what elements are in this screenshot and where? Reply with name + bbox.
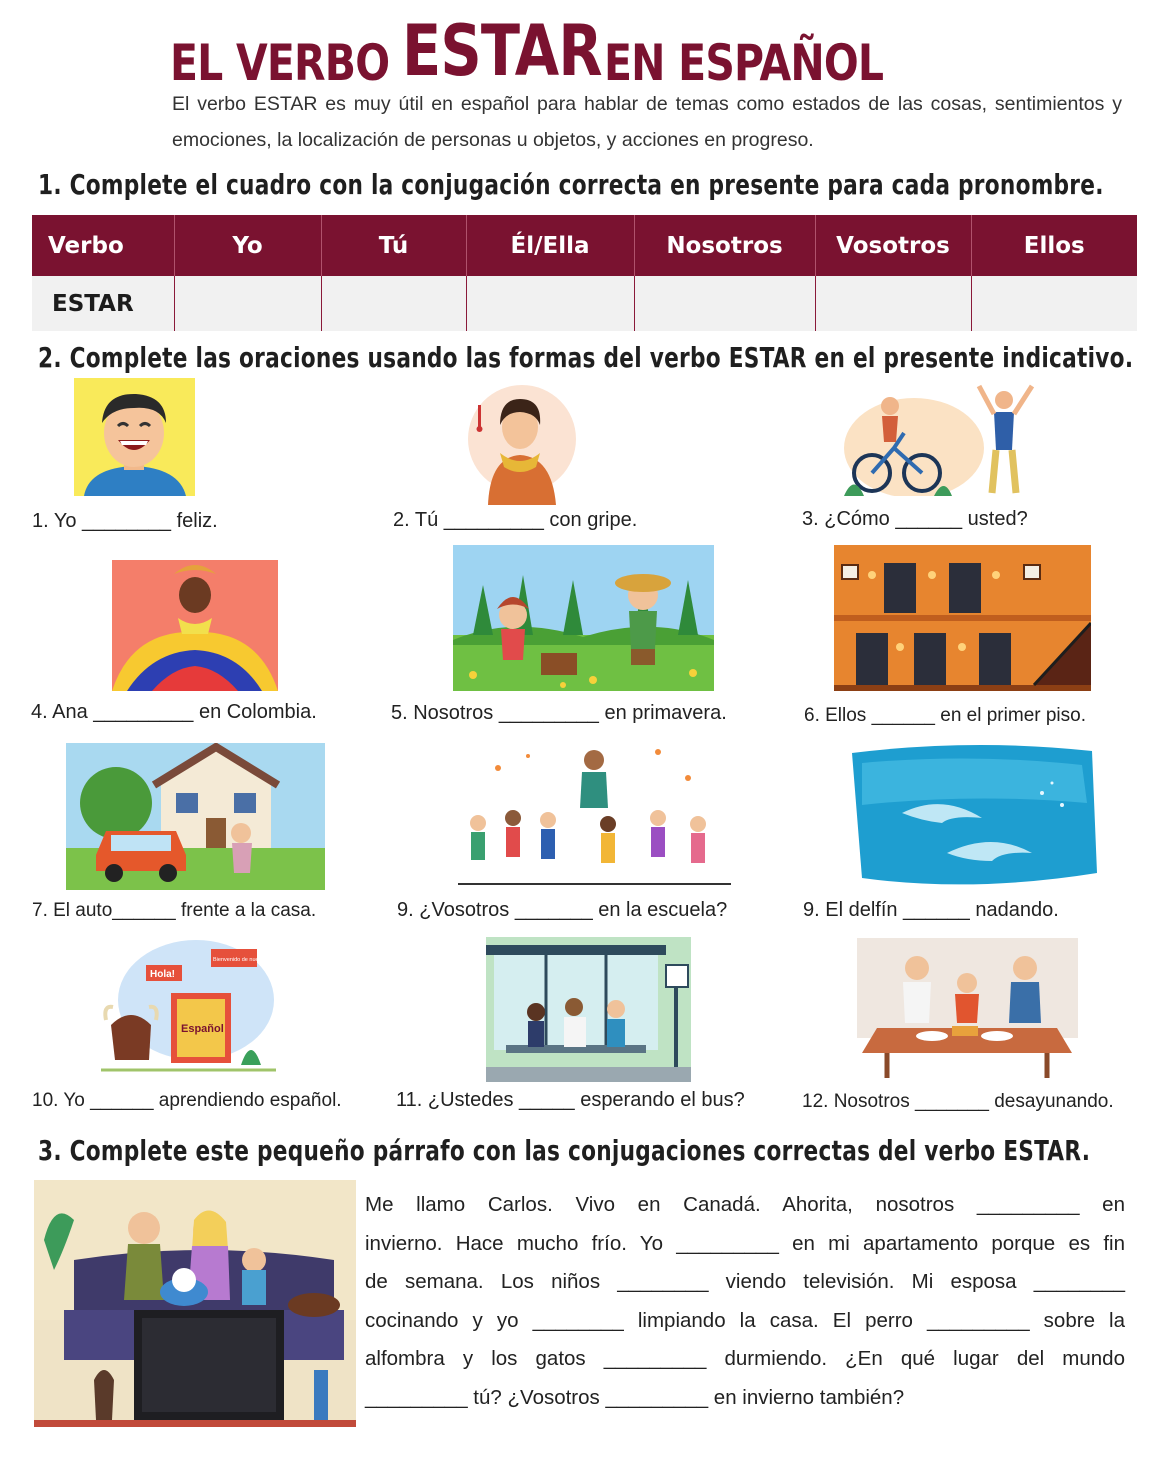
paragraph-line-1: Me llamo Carlos. Vivo en Canadá. Ahorita, nosotros _________ en bbox=[365, 1193, 1125, 1216]
paragraph-line-5: alfombra y los gatos _________ durmiendo. ¿En qué lugar del mundo bbox=[365, 1347, 1125, 1370]
kids-garden-illustration bbox=[453, 545, 714, 691]
spanish-learning-illustration bbox=[101, 935, 276, 1078]
family-breakfast-illustration bbox=[857, 938, 1078, 1078]
conjugation-table bbox=[32, 215, 1137, 331]
answer-cell-vosotros[interactable] bbox=[815, 276, 971, 331]
happy-man-illustration bbox=[74, 378, 195, 496]
header-nosotros: Nosotros bbox=[634, 215, 815, 276]
sentence-4: 4. Ana _________ en Colombia. bbox=[31, 701, 317, 723]
header-verbo: Verbo bbox=[32, 215, 174, 276]
sentence-10: 10. Yo ______ aprendiendo español. bbox=[32, 1090, 342, 1111]
section-2-heading: 2. Complete las oraciones usando las formas del verbo ESTAR en el presente indicativo. bbox=[38, 341, 1134, 374]
paragraph-line-3: de semana. Los niños ________ viendo televisión. Mi esposa ________ bbox=[365, 1270, 1125, 1293]
title-part-3: EN ESPAÑOL bbox=[604, 34, 884, 92]
hola-sign-text: Hola! bbox=[150, 969, 175, 980]
answer-cell-nosotros[interactable] bbox=[634, 276, 815, 331]
title-part-2: ESTAR bbox=[401, 10, 602, 92]
sentence-11: 11. ¿Ustedes _____ esperando el bus? bbox=[396, 1089, 745, 1111]
bienvenido-sign-text: Bienvenido de nuevo! bbox=[213, 957, 266, 963]
paragraph-line-6: _________ tú? ¿Vosotros _________ en invierno también? bbox=[365, 1385, 905, 1409]
answer-cell-ellos[interactable] bbox=[971, 276, 1137, 331]
header-tu: Tú bbox=[321, 215, 466, 276]
paragraph bbox=[365, 1186, 1125, 1417]
table-header-row bbox=[32, 215, 1137, 276]
sentence-9: 9. El delfín ______ nadando. bbox=[803, 899, 1059, 921]
kids-school-illustration bbox=[458, 738, 731, 887]
row-label-estar: ESTAR bbox=[32, 276, 174, 331]
answer-cell-yo[interactable] bbox=[174, 276, 321, 331]
sentence-6: 6. Ellos ______ en el primer piso. bbox=[804, 705, 1086, 726]
sick-woman-illustration bbox=[460, 377, 580, 505]
sentence-3: 3. ¿Cómo ______ usted? bbox=[802, 508, 1028, 530]
colombian-dancer-illustration bbox=[112, 560, 278, 691]
table-row bbox=[32, 276, 1137, 331]
espanol-book-text: Español bbox=[181, 1023, 224, 1035]
hotel-hallway-illustration bbox=[834, 545, 1091, 691]
sentence-1: 1. Yo ________ feliz. bbox=[32, 510, 218, 532]
family-car-house-illustration bbox=[66, 743, 325, 890]
section-1-heading: 1. Complete el cuadro con la conjugación correcta en presente para cada pronombre. bbox=[38, 168, 1104, 201]
family-tv-illustration bbox=[34, 1180, 356, 1427]
sentence-12: 12. Nosotros _______ desayunando. bbox=[802, 1091, 1114, 1112]
paragraph-line-4: cocinando y yo ________ limpiando la casa. El perro _________ sobre la bbox=[365, 1308, 1125, 1332]
people-celebrating-illustration bbox=[834, 378, 1044, 496]
sentence-2: 2. Tú _________ con gripe. bbox=[393, 509, 638, 531]
sentence-8: 9. ¿Vosotros _______ en la escuela? bbox=[397, 899, 728, 921]
paragraph-line-2: invierno. Hace mucho frío. Yo _________ en mi apartamento porque es fin bbox=[365, 1231, 1125, 1255]
bus-stop-illustration bbox=[486, 937, 691, 1082]
header-ellos: Ellos bbox=[971, 215, 1137, 276]
header-el-ella: Él/Ella bbox=[466, 215, 634, 276]
answer-cell-tu[interactable] bbox=[321, 276, 466, 331]
dolphins-water-illustration bbox=[842, 743, 1101, 890]
page-title bbox=[170, 10, 1070, 90]
section-3-heading: 3. Complete este pequeño párrafo con las conjugaciones correctas del verbo ESTAR. bbox=[38, 1134, 1091, 1167]
sentence-7: 7. El auto______ frente a la casa. bbox=[32, 900, 317, 921]
header-yo: Yo bbox=[174, 215, 321, 276]
answer-cell-el-ella[interactable] bbox=[466, 276, 634, 331]
sentence-5: 5. Nosotros _________ en primavera. bbox=[391, 702, 727, 724]
title-part-1: EL VERBO bbox=[170, 34, 390, 92]
header-vosotros: Vosotros bbox=[815, 215, 971, 276]
intro-text: El verbo ESTAR es muy útil en español para hablar de temas como estados de las cosas, sentimientos y emociones, la localización de personas u objetos, y acciones en progreso. bbox=[172, 93, 1122, 151]
